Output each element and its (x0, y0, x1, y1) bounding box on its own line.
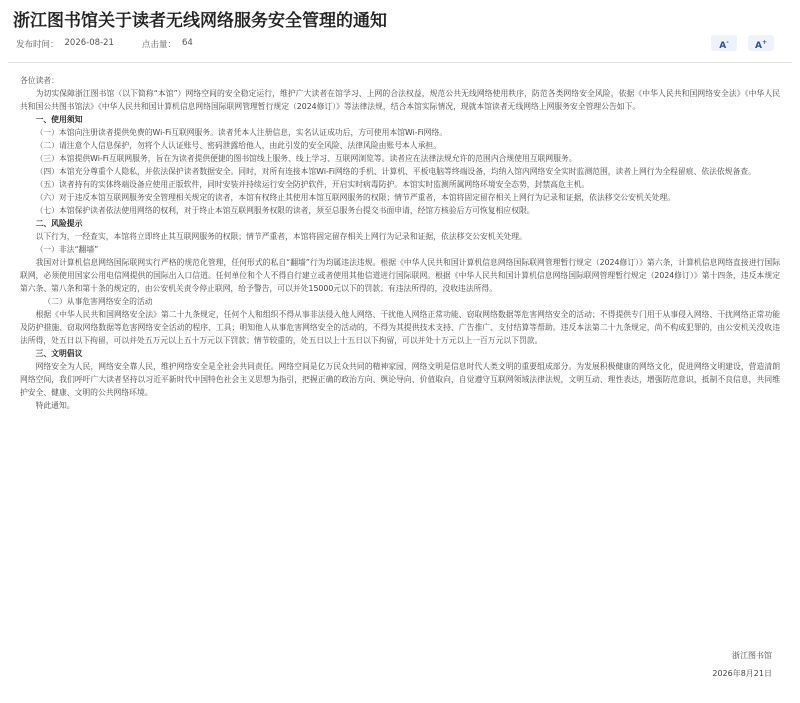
notice-body (20, 74, 780, 412)
list-item: （一）本馆向注册读者提供免费的Wi-Fi互联网服务。读者凭本人注册信息，实名认证成功后，方可使用本馆Wi-Fi网络。 (35, 128, 448, 137)
font-increase-button[interactable]: A+ (748, 35, 774, 51)
views-value: 64 (181, 38, 193, 48)
section-title: 三、文明倡议 (35, 349, 83, 358)
signature-date: 2026年8月21日 (712, 669, 772, 678)
list-item: （四）本馆充分尊重个人隐私，并依法保护读者数据安全。同时，对所有连接本馆Wi-Fi网络的手机、计算机、平板电脑等终端设备，均纳入馆内网络安全实时监测范围，读者上网行为全程留痕、依法依规备查。 (35, 167, 756, 176)
signature-org: 浙江图书馆 (732, 651, 772, 660)
list-item: （二）请注意个人信息保护，勿将个人认证账号、密码泄露给他人，由此引发的安全风险、法律风险由账号本人承担。 (35, 141, 442, 150)
meta-row (16, 38, 193, 50)
page-title: 浙江图书馆关于读者无线网络服务安全管理的通知 (13, 11, 387, 31)
section-title: 二、风险提示 (35, 219, 83, 228)
intro-paragraph: 为切实保障浙江图书馆（以下简称“本馆”）网络空间的安全稳定运行，维护广大读者在馆学习、上网的合法权益，规范公共无线网络使用秩序，防范各类网络安全风险，依据《中华人民共和国网络安全法》《中华人民共和国公共图书馆法》《中华人民共和国计算机信息网络国际联网管理暂行规定（2024修订）》等法律法规，结合本馆实际情况，现就本馆读者无线网络上网服务安全管理公告如下。 (20, 89, 780, 111)
views-label: 点击量： (141, 40, 176, 50)
paragraph: 我国对计算机信息网络国际联网实行严格的规范化管理，任何形式的私自“翻墙”行为均属违法违规。根据《中华人民共和国计算机信息网络国际联网管理暂行规定（2024修订）》第六条，计算机信息网络直接进行国际联网，必须使用国家公用电信网提供的国际出入口信道。任何单位和个人不得自行建立或者使用其他信道进行国际联网。根据《中华人民共和国计算机信息网络国际联网管理暂行规定（2024修订）》第十四条，违反本规定第六条、第八条和第十条的规定的，由公安机关责令停止联网，给予警告，可以并处15000元以下的罚款；有违法所得的，没收违法所得。 (20, 258, 780, 293)
section-title: 一、使用须知 (35, 115, 83, 124)
closing-text: 特此通知。 (35, 401, 75, 410)
subsection-title: （二）从事危害网络安全的活动 (43, 297, 153, 306)
paragraph: 网络安全为人民，网络安全靠人民，维护网络安全是全社会共同责任。网络空间是亿万民众共同的精神家园，网络文明是信息时代人类文明的重要组成部分。为发展积极健康的网络文化，促进网络文明建设，营造清朗网络空间，我们呼吁广大读者坚持以习近平新时代中国特色社会主义思想为指引，把握正确的政治方向、舆论导向、价值取向，自觉遵守互联网领域法律法规，文明互动、理性表达，增强防范意识，抵制不良信息，共同维护安全、健康、文明的公共网络环境。 (20, 362, 780, 397)
list-item: （五）读者持有的实体终端设备应使用正版软件，同时安装并持续运行安全防护软件，开启实时病毒防护。本馆实时监测所属网络环境安全态势，封禁高危主机。 (35, 180, 590, 189)
paragraph: 根据《中华人民共和国网络安全法》第二十九条规定，任何个人和组织不得从事非法侵入他人网络、干扰他人网络正常功能、窃取网络数据等危害网络安全的活动；不得提供专门用于从事侵入网络、干扰网络正常功能及防护措施、窃取网络数据等危害网络安全活动的程序、工具；明知他人从事危害网络安全的活动的，不得为其提供技术支持、广告推广、支付结算等帮助。违反本法第二十九条规定，尚不构成犯罪的，由公安机关没收违法所得，处五日以下拘留，可以并处五万元以上五十万元以下罚款；情节较重的，处五日以上十五日以下拘留，可以并处十万元以上一百万元以下罚款。 (20, 310, 780, 345)
font-decrease-button[interactable]: A- (711, 35, 737, 51)
list-item: （三）本馆提供Wi-Fi互联网服务，旨在为读者提供便捷的图书馆线上服务、线上学习、互联网浏览等。读者应在法律法规允许的范围内合规使用互联网服务。 (35, 154, 577, 163)
greeting: 各位读者： (20, 76, 59, 85)
subsection-title: （一）非法“翻墙” (35, 245, 99, 254)
header-divider (8, 62, 792, 63)
list-item: （七）本馆保护读者依法使用网络的权利，对于终止本馆互联网服务权限的读者，须至总服务台提交书面申请，经馆方核验后方可恢复相应权限。 (35, 206, 535, 215)
paragraph: 以下行为，一经查实，本馆将立即终止其互联网服务的权限；情节严重者，本馆将固定留存相关上网行为记录和证据，依法移交公安机关处理。 (35, 232, 527, 241)
date-label: 发布时间： (16, 40, 59, 50)
date-value: 2026-08-21 (64, 38, 114, 48)
list-item: （六）对于违反本馆互联网服务安全管理相关规定的读者，本馆有权终止其使用本馆互联网服务的权限；情节严重者，本馆将固定留存相关上网行为记录和证据，依法移交公安机关处理。 (35, 193, 675, 202)
